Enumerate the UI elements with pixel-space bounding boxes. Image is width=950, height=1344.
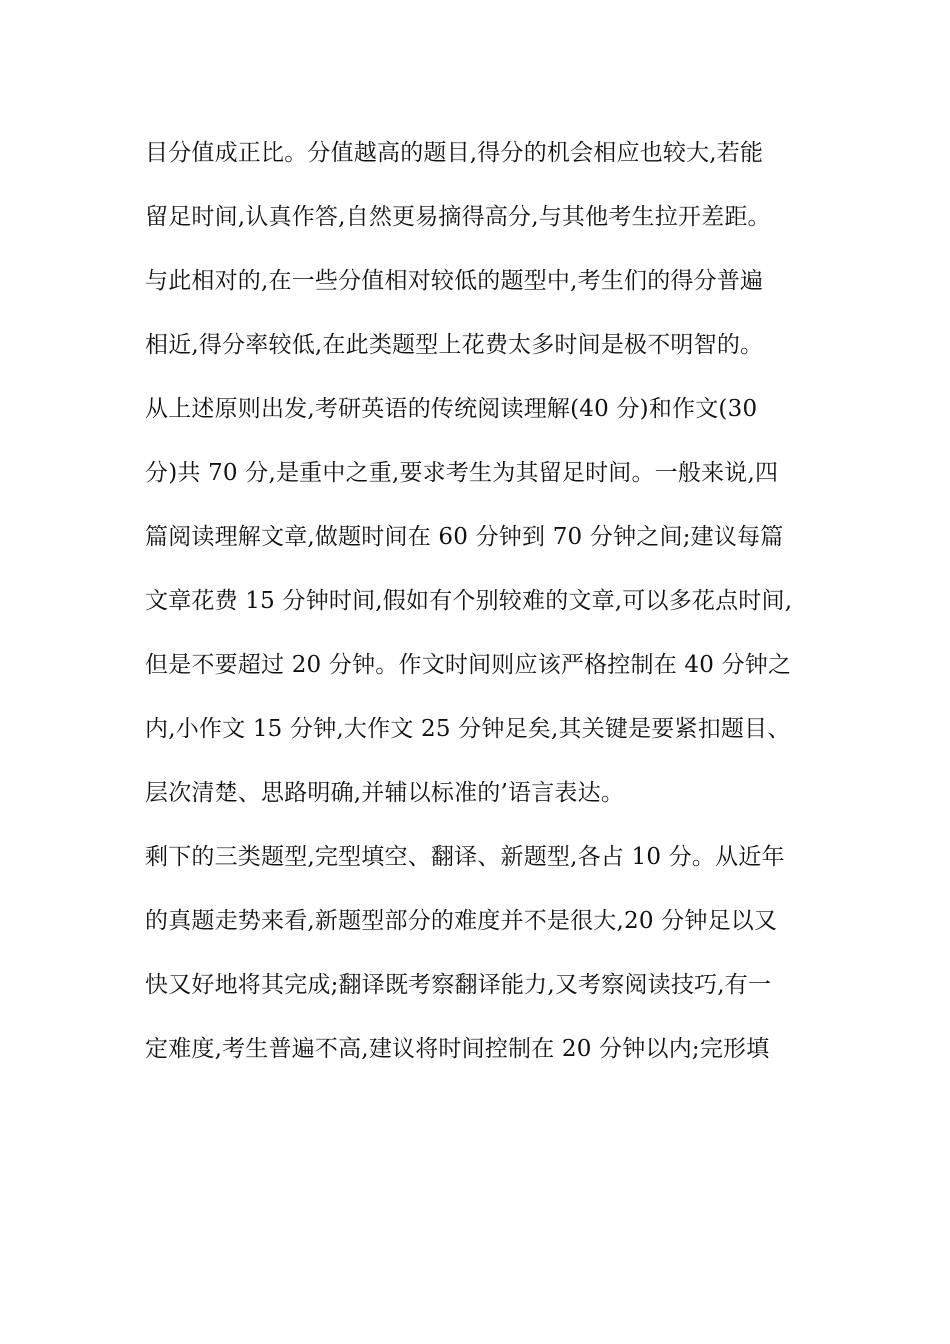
text-line: 从上述原则出发,考研英语的传统阅读理解(40 分)和作文(30 <box>145 396 758 422</box>
text-line: 快又好地将其完成;翻译既考察翻译能力,又考察阅读技巧,有一 <box>145 972 772 998</box>
body-text <box>145 131 815 1091</box>
text-line: 定难度,考生普遍不高,建议将时间控制在 20 分钟以内;完形填 <box>145 1036 770 1062</box>
text-line: 剩下的三类题型,完型填空、翻译、新题型,各占 10 分。从近年 <box>145 844 785 870</box>
text-line: 但是不要超过 20 分钟。作文时间则应该严格控制在 40 分钟之 <box>145 652 792 678</box>
text-line: 留足时间,认真作答,自然更易摘得高分,与其他考生拉开差距。 <box>145 204 771 230</box>
text-line: 层次清楚、思路明确,并辅以标准的’语言表达。 <box>145 780 625 806</box>
text-line: 篇阅读理解文章,做题时间在 60 分钟到 70 分钟之间;建议每篇 <box>145 524 784 550</box>
text-line: 文章花费 15 分钟时间,假如有个别较难的文章,可以多花点时间, <box>145 588 793 614</box>
text-line: 内,小作文 15 分钟,大作文 25 分钟足矣,其关键是要紧扣题目、 <box>145 716 791 742</box>
text-line: 的真题走势来看,新题型部分的难度并不是很大,20 分钟足以又 <box>145 908 778 934</box>
text-line: 目分值成正比。分值越高的题目,得分的机会相应也较大,若能 <box>145 140 764 166</box>
text-line: 分)共 70 分,是重中之重,要求考生为其留足时间。一般来说,四 <box>145 460 779 486</box>
text-line: 相近,得分率较低,在此类题型上花费太多时间是极不明智的。 <box>145 332 764 358</box>
text-line: 与此相对的,在一些分值相对较低的题型中,考生们的得分普遍 <box>145 268 764 294</box>
